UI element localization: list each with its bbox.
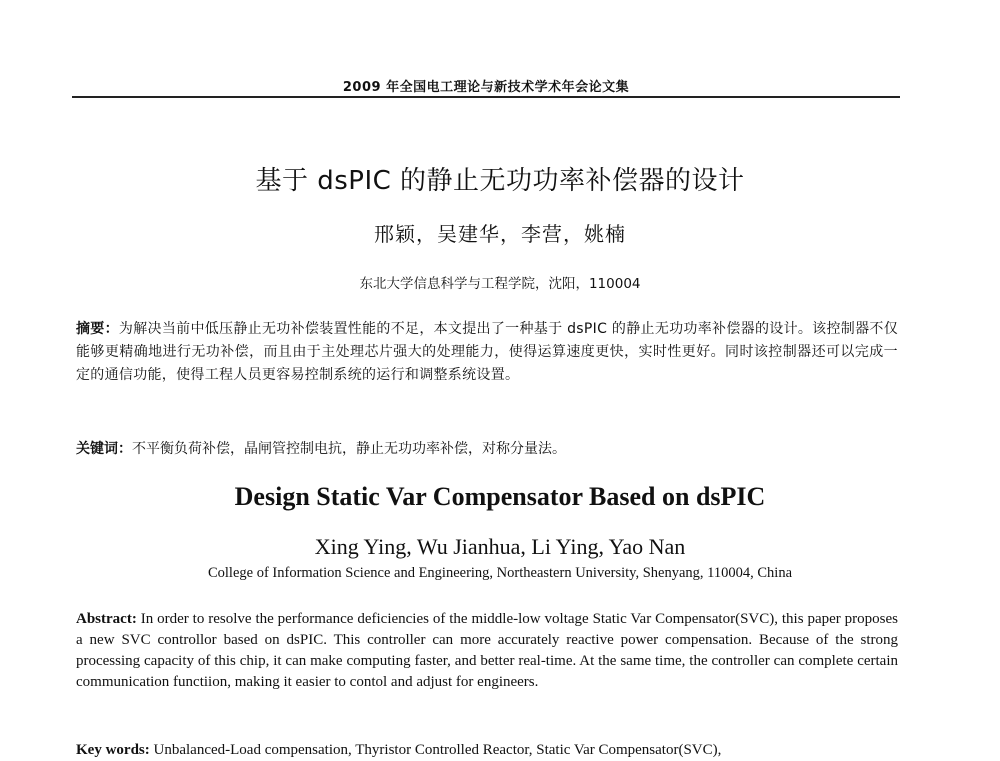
english-title: Design Static Var Compensator Based on dsPIC — [234, 482, 766, 511]
chinese-keywords-label: 关键词： — [76, 441, 132, 457]
chinese-title: 基于 dsPIC 的静止无功功率补偿器的设计 — [255, 166, 745, 196]
chinese-keywords — [76, 438, 898, 461]
running-header: 2009 年全国电工理论与新技术学术年会论文集 — [342, 80, 630, 95]
chinese-abstract-label: 摘要： — [76, 321, 119, 337]
chinese-abstract-text: 为解决当前中低压静止无功补偿装置性能的不足，本文提出了一种基于 dsPIC 的静止无功功率补偿器的设计。该控制器不仅能够更精确地进行无功补偿，而且由于主处理芯片强大的处理能力，使得运算速度更快，实时性更好。同时该控制器还可以完成一定的通信功能，使得工程人员更容易控制系统的运行和调整系统设置。 — [76, 321, 898, 383]
english-abstract-label: Abstract: — [76, 611, 137, 627]
chinese-keywords-text: 不平衡负荷补偿，晶闸管控制电抗，静止无功功率补偿，对称分量法。 — [132, 441, 566, 457]
english-affiliation: College of Information Science and Engineering, Northeastern University, Shenyang, 110004, China — [207, 565, 792, 581]
chinese-abstract — [76, 318, 898, 387]
header-rule — [72, 96, 900, 98]
chinese-affiliation: 东北大学信息科学与工程学院，沈阳，110004 — [359, 276, 641, 292]
english-keywords — [76, 740, 898, 761]
english-keywords-text: Unbalanced-Load compensation, Thyristor Controlled Reactor, Static Var Compensator(SVC), — [149, 742, 722, 758]
english-abstract — [76, 609, 898, 693]
english-abstract-text: In order to resolve the performance deficiencies of the middle-low voltage Static Var Compensator(SVC), this paper proposes a new SVC controllor based on dsPIC. This controller can more accurately reactive power compensation. Because of the strong processing capacity of this chip, it can make computing faster, and better real-time. At the same time, the controller can complete certain communication functiion, making it easier to contol and adjust for engineers. — [76, 611, 898, 690]
chinese-authors: 邢颖，吴建华，李营，姚楠 — [374, 222, 626, 246]
english-keywords-label: Key words: — [76, 742, 150, 758]
english-authors: Xing Ying, Wu Jianhua, Li Ying, Yao Nan — [314, 534, 686, 559]
